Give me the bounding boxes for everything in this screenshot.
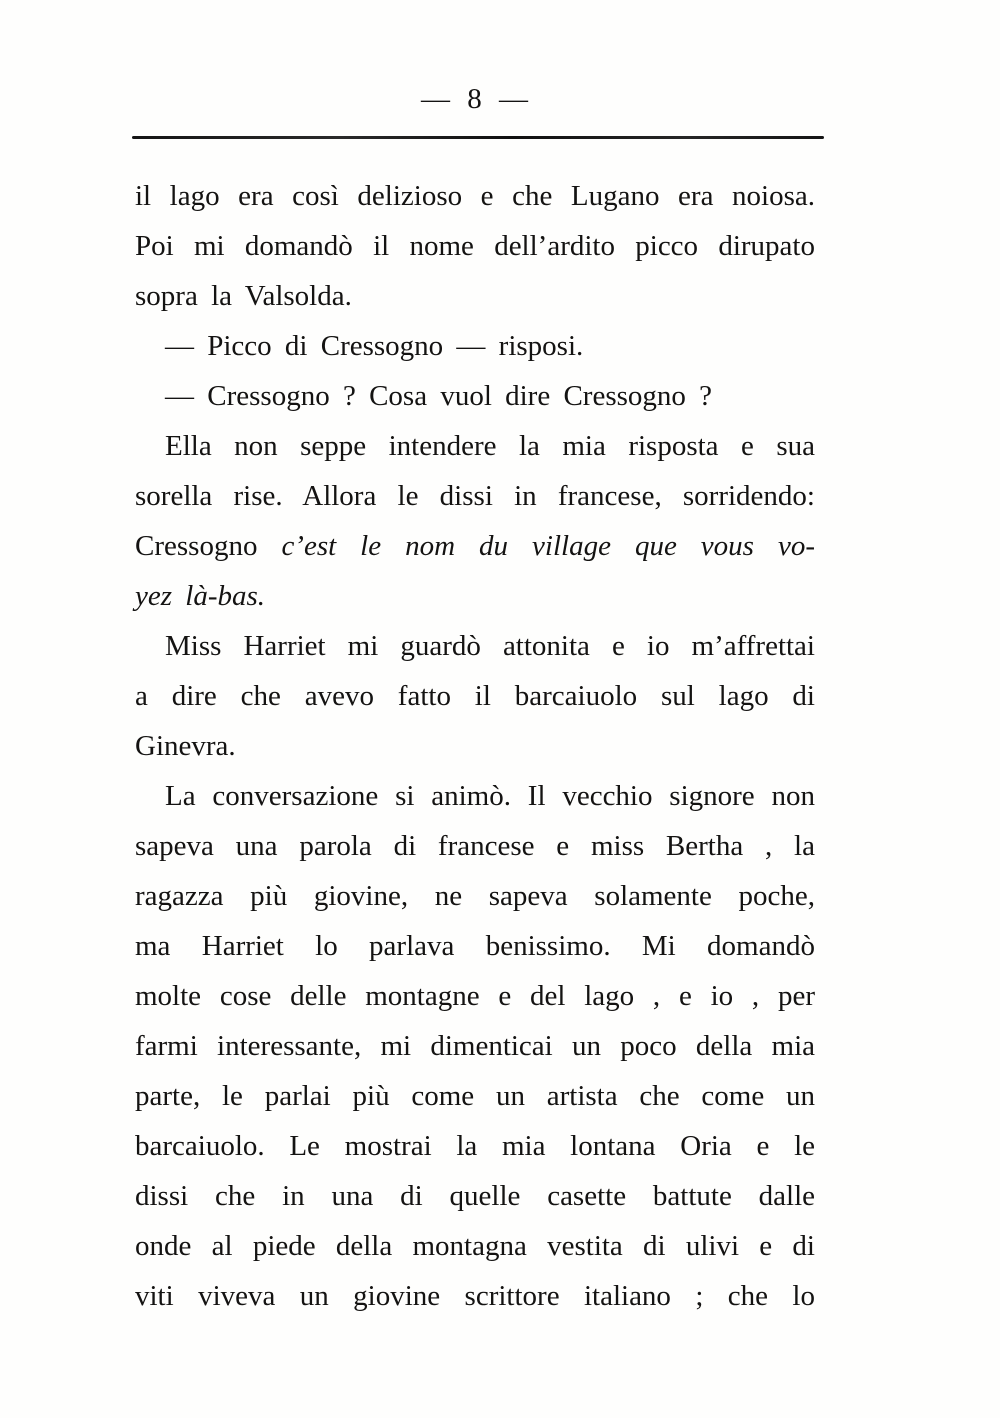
text-line-21: dissi che in una di quelle casette battute dalle (135, 1180, 815, 1212)
text-line-20: barcaiuolo. Le mostrai la mia lontana Oria e le (135, 1130, 815, 1162)
text-line-9: yez là-bas. (135, 580, 266, 612)
text-line-10: Miss Harriet mi guardò attonita e io m’affrettai (165, 630, 815, 662)
text-line-11: a dire che avevo fatto il barcaiuolo sul lago di (135, 680, 815, 712)
text-line-17: molte cose delle montagne e del lago , e io , per (135, 980, 815, 1012)
page-number: — 8 — (421, 83, 529, 115)
text-line-7: sorella rise. Allora le dissi in francese, sorridendo: (135, 480, 815, 512)
text-line-2: Poi mi domandò il nome dell’ardito picco dirupato (135, 230, 815, 262)
header-rule (132, 136, 824, 139)
text-line-1: il lago era così delizioso e che Lugano era noiosa. (135, 180, 815, 212)
text-line-18: farmi interessante, mi dimenticai un poco della mia (135, 1030, 815, 1062)
page-text (135, 171, 815, 1321)
text-line-5: — Cressogno ? Cosa vuol dire Cressogno ? (165, 380, 713, 412)
text-line-23: viti viveva un giovine scrittore italiano ; che lo (135, 1280, 815, 1312)
text-line-13: La conversazione si animò. Il vecchio signore non (165, 780, 815, 812)
french-phrase: c’est le nom du village que vous vo- (281, 530, 815, 562)
roman-text: Cressogno (135, 530, 282, 562)
text-line-3: sopra la Valsolda. (135, 280, 352, 312)
text-line-19: parte, le parlai più come un artista che come un (135, 1080, 815, 1112)
text-line-16: ma Harriet lo parlava benissimo. Mi domandò (135, 930, 815, 962)
text-line-14: sapeva una parola di francese e miss Bertha , la (135, 830, 815, 862)
text-line-4: — Picco di Cressogno — risposi. (165, 330, 584, 362)
text-line-15: ragazza più giovine, ne sapeva solamente poche, (135, 880, 815, 912)
text-line-8 (135, 521, 815, 571)
text-line-6: Ella non seppe intendere la mia risposta e sua (165, 430, 815, 462)
text-line-12: Ginevra. (135, 730, 236, 762)
text-line-22: onde al piede della montagna vestita di ulivi e di (135, 1230, 815, 1262)
